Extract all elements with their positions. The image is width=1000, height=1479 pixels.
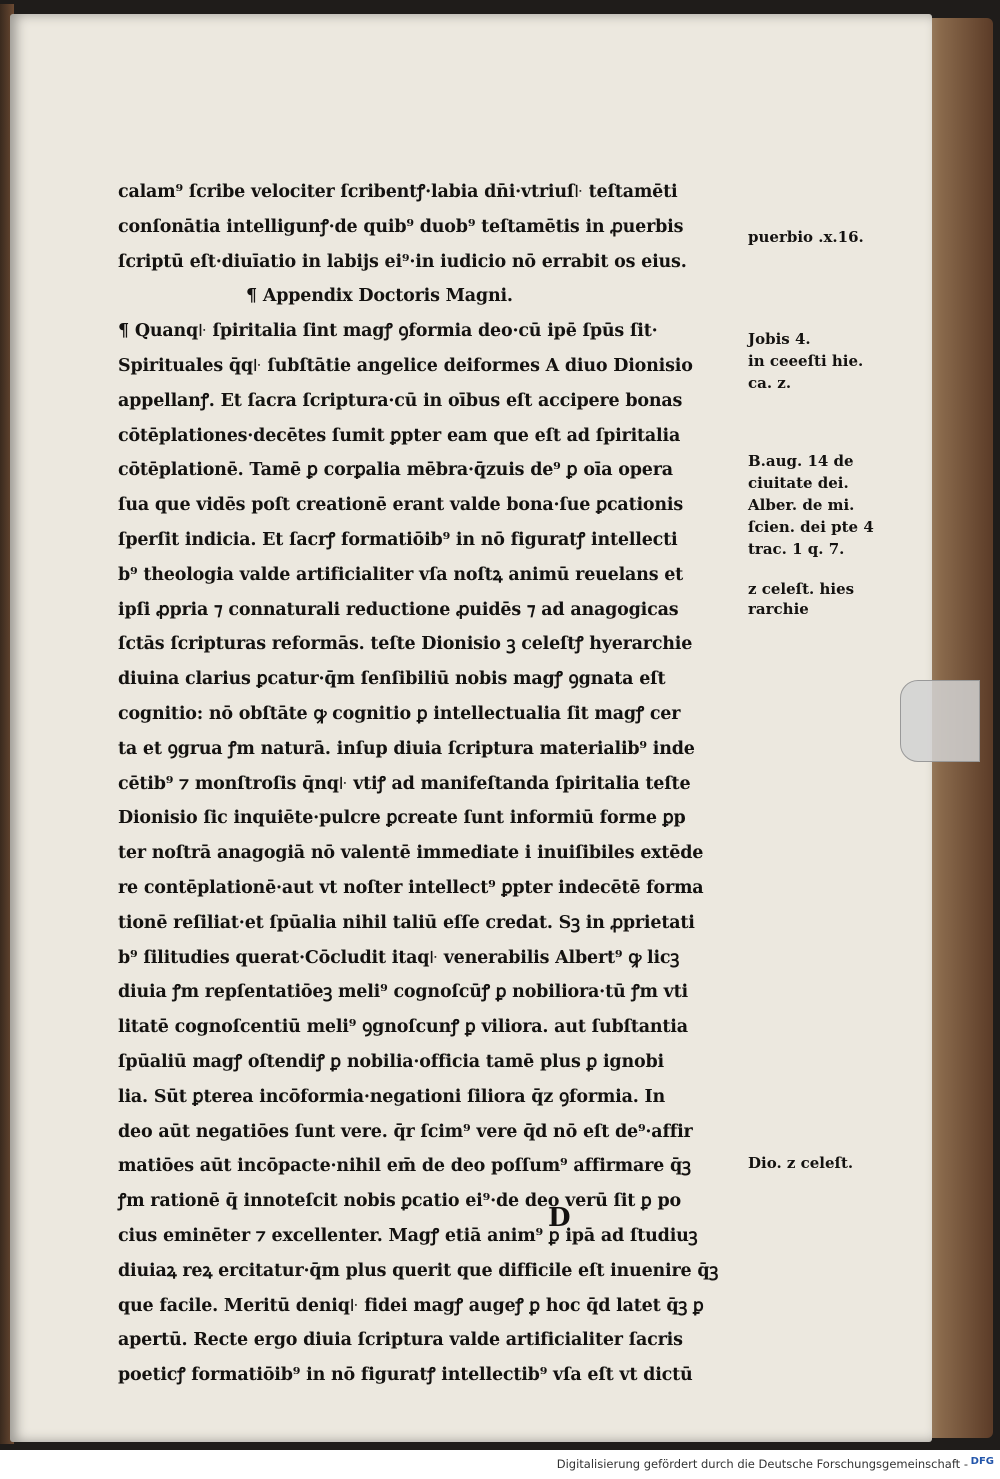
text-line: calam⁹ ſcribe velociter ſcribentꝭ·labia dn̄i·vtriuſ꜏ teſtamēti: [118, 182, 678, 202]
margin-note: z celeſt. hies: [748, 580, 855, 598]
text-line: apertū. Recte ergo diuia ſcriptura valde artificialiter ſacris: [118, 1330, 683, 1351]
page-clip: [900, 680, 980, 762]
margin-note: in ceeeſti hie.: [748, 352, 864, 370]
text-line: matiōes aūt incōpacte·nihil em̄ de deo poſſum⁹ affirmare q̄ꝫ: [118, 1156, 691, 1177]
margin-note: ciuitate dei.: [748, 474, 849, 492]
text-line: re contēplationē·aut vt noſter intellect⁹ ꝑpter indecētē forma: [118, 877, 704, 898]
text-line: ſua que vidēs poſt creationē erant valde bona·ſue ꝑcationis: [118, 495, 683, 516]
text-line: conſonātia intelligunꝭ·de quib⁹ duob⁹ teſtamētis in ꝓuerbis: [118, 216, 684, 237]
text-line: tionē reſiliat·et ſpūalia nihil taliū eſſe credat. Sꝫ in ꝓprietati: [118, 912, 695, 933]
text-line: que facile. Meritū deniq꜏ fidei magꝭ augeꝭ ꝑ hoc q̄d latet q̄ꝫ ꝑ: [118, 1295, 704, 1316]
text-line: Spirituales q̄q꜏ ſubſtātie angelice deiformes A diuo Dionisio: [118, 355, 693, 376]
text-line: ſperſit indicia. Et ſacrꝭ formatiōib⁹ in nō figuratꝭ intellecti: [118, 529, 678, 550]
text-line: ter noſtrā anagogiā nō valentē immediate i inuiſibiles extēde: [118, 843, 704, 864]
text-line: ſpūaliū magꝭ oſtendiꝭ ꝑ nobilia·officia tamē plus ꝑ ignobi: [118, 1051, 664, 1072]
margin-note: Dio. z celeſt.: [748, 1154, 854, 1172]
margin-note: B.aug. 14 de: [748, 452, 854, 470]
text-line: ¶ Quanq꜏ ſpiritalia ſint magꝭ ꝯformia deo·cū ipē ſpūs ſit·: [118, 321, 658, 342]
text-line: b⁹ ſilitudies querat·Cōcludit itaq꜏ venerabilis Albert⁹ ꝙ licꝫ: [118, 947, 680, 968]
section-heading: ¶ Appendix Doctoris Magni.: [246, 286, 513, 307]
text-line: ſcriptū eſt·diuīatio in labijs ei⁹·in iudicio nō errabit os eius.: [118, 251, 687, 272]
text-line: ꝭm rationē q̄ innoteſcit nobis ꝑcatio ei⁹·de deo verū ſit ꝑ po: [118, 1191, 682, 1212]
text-line: diuina clarius ꝑcatur·q̄m ſenſibiliū nobis magꝭ ꝯgnata eſt: [118, 669, 666, 690]
text-line: b⁹ theologia valde artificialiter vſa noſtꝝ animū reuelans et: [118, 564, 684, 585]
funding-notice: Digitalisierung gefördert durch die Deutsche Forschungsgemeinschaft -: [556, 1457, 968, 1471]
dfg-logo-icon: DFG: [970, 1456, 994, 1467]
text-line: cognitio: nō obſtāte ꝙ cognitio ꝑ intellectualia ſit magꝭ cer: [118, 703, 681, 724]
text-line: appellanꝭ. Et ſacra ſcriptura·cū in oībus eſt accipere bonas: [118, 390, 683, 411]
margin-note: Alber. de mi.: [748, 496, 855, 514]
signature-mark: D: [548, 1203, 571, 1233]
margin-note: puerbio .x.16.: [748, 228, 864, 246]
text-line: cōtēplationes·decētes ſumit ꝑpter eam que eſt ad ſpiritalia: [118, 425, 681, 446]
text-line: ſctās ſcripturas reformās. teſte Dionisio ꝫ celeſtꝭ hyerarchie: [118, 634, 693, 655]
margin-note: trac. 1 q. 7.: [748, 540, 845, 558]
text-line: deo aūt negatiōes ſunt vere. q̄r ſcim⁹ vere q̄d nō eſt de⁹·affir: [118, 1121, 693, 1142]
text-line: Dionisio ſic inquiēte·pulcre ꝑcreate ſunt informiū forme ꝑp: [118, 808, 686, 829]
margin-note: Jobis 4.: [748, 330, 811, 348]
text-line: poeticꝭ formatiōib⁹ in nō figuratꝭ intellectib⁹ vſa eſt vt dictū: [118, 1365, 693, 1386]
text-line: cētib⁹ ⁊ monſtroſis q̄nq꜏ vtiꝭ ad manifeſtanda ſpiritalia teſte: [118, 773, 691, 794]
margin-note: ca. z.: [748, 374, 792, 392]
text-line: cōtēplationē. Tamē ꝑ corꝑalia mēbra·q̄zuis de⁹ ꝑ oīa opera: [118, 460, 673, 481]
text-line: lia. Sūt ꝑterea incōformia·negationi ſiliora q̄z ꝯformia. In: [118, 1086, 666, 1107]
main-text-block: [118, 175, 738, 1393]
text-line: ipſi ꝓpria ⁊ connaturali reductione ꝓuidēs ⁊ ad anagogicas: [118, 599, 679, 620]
margin-note: rarchie: [748, 600, 809, 618]
text-line: ta et ꝯgrua ꝭm naturā. inſup diuia ſcriptura materialib⁹ inde: [118, 738, 695, 759]
margin-note: ſcien. dei pte 4: [748, 518, 874, 536]
footer-bar: [0, 1450, 1000, 1479]
text-line: diuiaꝝ reꝝ ercitatur·q̄m plus querit que difficile eſt inuenire q̄ꝫ: [118, 1260, 719, 1281]
text-line: cius eminēter ⁊ excellenter. Magꝭ etiā anim⁹ ꝑ ipā ad ſtudiuꝫ: [118, 1225, 698, 1246]
text-line: litatē cognoſcentiū meli⁹ ꝯgnoſcunꝭ ꝑ viliora. aut ſubſtantia: [118, 1017, 688, 1038]
text-line: diuia ꝭm repſentatiōeꝫ meli⁹ cognoſcūꝭ ꝑ nobiliora·tū ꝭm vti: [118, 982, 688, 1003]
